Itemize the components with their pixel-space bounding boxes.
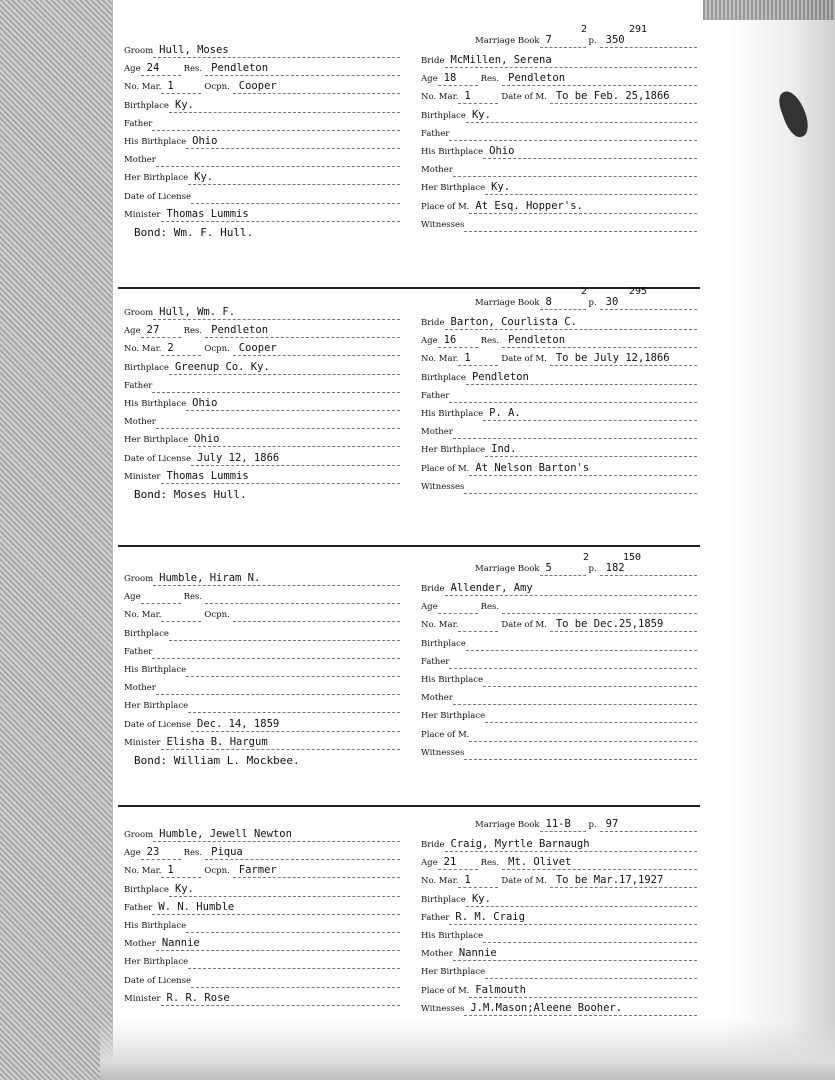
field-value: Pendleton	[502, 334, 697, 348]
field-value: Ohio	[186, 397, 400, 411]
field-label: No. Mar.	[421, 620, 459, 631]
field-label: Her Birthplace	[421, 711, 486, 722]
field-label: Witnesses	[421, 481, 465, 492]
groom-row	[124, 167, 400, 185]
field-label: His Birthplace	[124, 665, 187, 675]
groom-row	[124, 375, 400, 393]
field-value: Nannie	[156, 937, 400, 951]
field-label: Witnesses	[421, 219, 465, 230]
bride-row	[421, 312, 697, 330]
field-value: McMillen, Serena	[445, 54, 698, 68]
bride-row	[421, 123, 697, 141]
field-value: Craig, Myrtle Barnaugh	[445, 838, 698, 852]
field-label: Marriage Book	[475, 36, 540, 46]
field-label: Mother	[124, 417, 156, 428]
groom-row	[124, 393, 400, 411]
field-value: Cooper	[233, 342, 400, 356]
field-label: His Birthplace	[124, 137, 187, 147]
groom-row	[124, 915, 400, 933]
bride-row	[421, 141, 697, 159]
field-label: Witnesses	[421, 1003, 465, 1014]
field-label: Groom	[124, 830, 154, 840]
field-label: Date of License	[124, 453, 192, 464]
field-label: Her Birthplace	[124, 701, 189, 712]
bride-row	[421, 834, 697, 852]
bride-row	[421, 724, 697, 742]
marriage-book-number: 5	[540, 562, 586, 576]
field-value: Humble, Jewell Newton	[153, 828, 400, 842]
groom-row	[124, 76, 400, 94]
field-label: Birthplace	[421, 110, 466, 121]
bride-row	[421, 943, 697, 961]
bride-row	[421, 159, 697, 177]
field-value: Hull, Moses	[153, 44, 400, 58]
marriage-book-page-top: 150	[623, 552, 642, 563]
bride-row	[421, 742, 697, 760]
field-label: p.	[588, 298, 597, 308]
field-value: 1	[458, 352, 498, 366]
bride-row	[421, 687, 697, 705]
bride-row	[421, 980, 697, 998]
bride-row	[421, 578, 697, 596]
field-label: No. Mar.	[421, 92, 459, 103]
groom-row	[124, 659, 400, 677]
field-value: 18	[438, 72, 478, 86]
field-label: Father	[421, 656, 450, 667]
groom-row	[124, 951, 400, 969]
field-value: Ind.	[485, 443, 697, 457]
bride-row	[421, 651, 697, 669]
field-value: 21	[438, 856, 478, 870]
bride-row	[421, 196, 697, 214]
field-value: Pendleton	[502, 72, 697, 86]
field-value: Humble, Hiram N.	[153, 572, 400, 586]
field-label: No. Mar.	[124, 344, 162, 355]
groom-row	[124, 988, 400, 1006]
field-value: R. M. Craig	[449, 911, 697, 925]
field-label: Her Birthplace	[421, 967, 486, 978]
field-label: Father	[124, 902, 153, 913]
field-label: Mother	[421, 165, 453, 176]
bride-row	[421, 925, 697, 943]
field-label: Birthplace	[124, 100, 169, 111]
field-label: His Birthplace	[421, 931, 484, 941]
groom-row	[124, 357, 400, 375]
field-label: Father	[421, 128, 450, 139]
field-label: Witnesses	[421, 747, 465, 758]
groom-row	[124, 95, 400, 113]
groom-row	[124, 302, 400, 320]
field-value	[464, 759, 697, 760]
groom-row	[124, 131, 400, 149]
field-label: Res.	[480, 74, 500, 85]
field-label: Bride	[421, 840, 445, 850]
field-label: p.	[588, 36, 597, 46]
groom-row	[124, 429, 400, 447]
marriage-book-page: 350	[600, 34, 697, 48]
marriage-book-page: 182	[600, 562, 697, 576]
field-label: Age	[421, 602, 438, 613]
marriage-book-row	[475, 292, 697, 310]
bride-row	[421, 870, 697, 888]
marriage-book-top-number: 2	[581, 24, 588, 35]
bride-row	[421, 614, 697, 632]
field-label: Groom	[124, 46, 154, 56]
field-value: R. R. Rose	[161, 992, 401, 1006]
marriage-book-number: 8	[540, 296, 586, 310]
field-label: Father	[421, 912, 450, 923]
field-label: Minister	[124, 993, 161, 1004]
field-label: Groom	[124, 308, 154, 318]
field-value: 1	[161, 80, 201, 94]
field-value	[464, 231, 697, 232]
field-label: Her Birthplace	[124, 957, 189, 968]
bride-row	[421, 68, 697, 86]
bride-row	[421, 214, 697, 232]
field-value: To be Feb. 25,1866	[550, 90, 697, 104]
field-label: His Birthplace	[124, 921, 187, 931]
groom-row	[124, 186, 400, 204]
groom-row	[124, 320, 400, 338]
bride-row	[421, 403, 697, 421]
field-label: Birthplace	[421, 372, 466, 383]
field-value: Falmouth	[469, 984, 697, 998]
groom-row	[124, 695, 400, 713]
field-label: No. Mar.	[124, 866, 162, 877]
field-label: Mother	[421, 949, 453, 960]
field-value: Pendleton	[205, 324, 400, 338]
bride-row	[421, 852, 697, 870]
bride-row	[421, 348, 697, 366]
bride-row	[421, 105, 697, 123]
groom-row	[124, 411, 400, 429]
field-label: Date of M.	[501, 620, 547, 631]
field-value: Thomas Lummis	[161, 470, 401, 484]
marriage-book-page: 30	[600, 296, 697, 310]
groom-row	[124, 338, 400, 356]
field-value: Ky.	[169, 883, 400, 897]
field-label: Bride	[421, 56, 445, 66]
bride-row	[421, 961, 697, 979]
bride-row	[421, 421, 697, 439]
bride-row	[421, 177, 697, 195]
field-label: Date of License	[124, 975, 192, 986]
field-value: Ky.	[188, 171, 400, 185]
field-value: 1	[161, 864, 201, 878]
bride-row	[421, 86, 697, 104]
field-label: Res.	[480, 336, 500, 347]
field-label: Father	[124, 118, 153, 129]
bride-row	[421, 476, 697, 494]
field-label: Mother	[421, 427, 453, 438]
marriage-book-top-number: 2	[581, 286, 588, 297]
scan-border-right	[725, 0, 835, 1080]
marriage-record-card	[118, 24, 700, 258]
groom-row	[124, 623, 400, 641]
field-label: Marriage Book	[475, 564, 540, 574]
marriage-book-row	[475, 814, 697, 832]
groom-row	[124, 860, 400, 878]
field-label: Mother	[421, 693, 453, 704]
field-value: P. A.	[483, 407, 697, 421]
field-value: Hull, Wm. F.	[153, 306, 400, 320]
field-value: 27	[141, 324, 181, 338]
field-value: Ky.	[485, 181, 697, 195]
card-divider	[118, 805, 700, 807]
field-value	[464, 493, 697, 494]
bride-row	[421, 458, 697, 476]
field-value: Pendleton	[466, 371, 697, 385]
field-label: Date of M.	[501, 92, 547, 103]
field-label: No. Mar.	[124, 610, 162, 621]
bride-row	[421, 439, 697, 457]
field-label: Place of M.	[421, 985, 470, 996]
field-label: Marriage Book	[475, 820, 540, 830]
field-value: To be July 12,1866	[550, 352, 697, 366]
marriage-record-card	[118, 286, 700, 520]
field-label: Res.	[480, 858, 500, 869]
field-label: Ocpn.	[204, 344, 230, 355]
field-label: Father	[124, 646, 153, 657]
marriage-book-page-top: 291	[629, 24, 648, 35]
field-label: Res.	[480, 602, 500, 613]
groom-row	[124, 824, 400, 842]
field-value: 2	[161, 342, 201, 356]
marriage-record-card	[118, 552, 700, 786]
groom-row	[124, 113, 400, 131]
field-value: Ky.	[169, 99, 400, 113]
marriage-book-number: 7	[540, 34, 586, 48]
bride-row	[421, 705, 697, 723]
bride-row	[421, 889, 697, 907]
groom-row	[124, 732, 400, 750]
field-value: July 12, 1866	[191, 452, 400, 466]
field-label: Place of M.	[421, 201, 470, 212]
bond-text: Bond: Moses Hull.	[134, 488, 247, 501]
field-label: Age	[124, 64, 141, 75]
field-label: Age	[421, 74, 438, 85]
field-label: Res.	[183, 64, 203, 75]
field-value: Allender, Amy	[445, 582, 698, 596]
field-label: Date of License	[124, 191, 192, 202]
field-label: Bride	[421, 584, 445, 594]
field-value: To be Dec.25,1859	[550, 618, 697, 632]
bride-row	[421, 596, 697, 614]
field-label: Her Birthplace	[124, 435, 189, 446]
field-label: His Birthplace	[421, 409, 484, 419]
field-value: Greenup Co. Ky.	[169, 361, 400, 375]
field-label: Res.	[183, 848, 203, 859]
card-divider	[118, 287, 700, 289]
field-label: Date of License	[124, 719, 192, 730]
field-label: Minister	[124, 209, 161, 220]
field-label: No. Mar.	[421, 354, 459, 365]
bond-text: Bond: William L. Mockbee.	[134, 754, 300, 767]
field-value: Ohio	[483, 145, 697, 159]
groom-row	[124, 714, 400, 732]
field-label: Groom	[124, 574, 154, 584]
field-value: Piqua	[205, 846, 400, 860]
field-label: Birthplace	[124, 362, 169, 373]
field-label: Date of M.	[501, 876, 547, 887]
groom-row	[124, 204, 400, 222]
field-label: Age	[124, 592, 141, 603]
marriage-book-page: 97	[600, 818, 697, 832]
field-value: At Nelson Barton's	[469, 462, 697, 476]
bride-row	[421, 907, 697, 925]
marriage-book-number: 11-B	[540, 818, 586, 832]
field-label: No. Mar.	[124, 82, 162, 93]
field-label: Ocpn.	[204, 866, 230, 877]
field-label: Birthplace	[124, 628, 169, 639]
field-value: Farmer	[233, 864, 400, 878]
field-value: Elisha B. Hargum	[161, 736, 401, 750]
field-label: Father	[421, 390, 450, 401]
field-value: Cooper	[233, 80, 400, 94]
field-value: Dec. 14, 1859	[191, 718, 400, 732]
bride-row	[421, 50, 697, 68]
field-value: 16	[438, 334, 478, 348]
field-label: Minister	[124, 471, 161, 482]
scan-border-left	[0, 0, 112, 1080]
marriage-book-row	[475, 558, 697, 576]
groom-row	[124, 568, 400, 586]
groom-row	[124, 58, 400, 76]
marriage-book-row	[475, 30, 697, 48]
field-label: Birthplace	[421, 638, 466, 649]
groom-row	[124, 466, 400, 484]
bride-row	[421, 669, 697, 687]
groom-row	[124, 970, 400, 988]
field-label: Mother	[124, 683, 156, 694]
field-label: Age	[124, 326, 141, 337]
bond-text: Bond: Wm. F. Hull.	[134, 226, 254, 239]
bride-row	[421, 633, 697, 651]
field-label: p.	[588, 820, 597, 830]
field-value: To be Mar.17,1927	[550, 874, 697, 888]
field-label: Age	[421, 858, 438, 869]
groom-row	[124, 604, 400, 622]
field-label: Bride	[421, 318, 445, 328]
bride-row	[421, 998, 697, 1016]
field-label: Her Birthplace	[124, 173, 189, 184]
bride-row	[421, 385, 697, 403]
card-divider	[118, 545, 700, 547]
field-label: Age	[421, 336, 438, 347]
field-label: Marriage Book	[475, 298, 540, 308]
groom-row	[124, 879, 400, 897]
field-label: p.	[588, 564, 597, 574]
groom-row	[124, 448, 400, 466]
field-value: 1	[458, 874, 498, 888]
field-value: Barton, Courlista C.	[445, 316, 698, 330]
field-label: His Birthplace	[421, 147, 484, 157]
field-label: His Birthplace	[421, 675, 484, 685]
groom-row	[124, 641, 400, 659]
marriage-book-page-top: 295	[629, 286, 648, 297]
field-value: Nannie	[453, 947, 697, 961]
field-label: Mother	[124, 155, 156, 166]
marriage-book-top-number: 2	[583, 552, 590, 563]
field-label: His Birthplace	[124, 399, 187, 409]
field-label: Res.	[183, 326, 203, 337]
bride-row	[421, 330, 697, 348]
field-label: Place of M.	[421, 463, 470, 474]
field-label: Birthplace	[124, 884, 169, 895]
field-label: Place of M.	[421, 729, 470, 740]
field-value: Thomas Lummis	[161, 208, 401, 222]
field-value: Ohio	[188, 433, 400, 447]
field-label: Mother	[124, 939, 156, 950]
field-label: Res.	[183, 592, 203, 603]
field-label: Minister	[124, 737, 161, 748]
field-value: W. N. Humble	[152, 901, 400, 915]
field-label: Her Birthplace	[421, 183, 486, 194]
field-value: Mt. Olivet	[502, 856, 697, 870]
field-value: Ky.	[466, 109, 697, 123]
groom-row	[124, 842, 400, 860]
field-value: Ky.	[466, 893, 697, 907]
field-label: Father	[124, 380, 153, 391]
groom-row	[124, 933, 400, 951]
field-label: Ocpn.	[204, 610, 230, 621]
field-value: 24	[141, 62, 181, 76]
field-label: No. Mar.	[421, 876, 459, 887]
field-label: Ocpn.	[204, 82, 230, 93]
field-value: 23	[141, 846, 181, 860]
groom-row	[124, 897, 400, 915]
field-value: Pendleton	[205, 62, 400, 76]
field-value: 1	[458, 90, 498, 104]
bride-row	[421, 367, 697, 385]
field-value: At Esq. Hopper's.	[469, 200, 697, 214]
field-label: Birthplace	[421, 894, 466, 905]
groom-row	[124, 149, 400, 167]
groom-row	[124, 586, 400, 604]
field-label: Her Birthplace	[421, 445, 486, 456]
groom-row	[124, 40, 400, 58]
field-value: Ohio	[186, 135, 400, 149]
field-label: Date of M.	[501, 354, 547, 365]
groom-row	[124, 677, 400, 695]
field-label: Age	[124, 848, 141, 859]
field-value: J.M.Mason;Aleene Booher.	[464, 1002, 697, 1016]
marriage-record-card	[118, 812, 700, 1042]
